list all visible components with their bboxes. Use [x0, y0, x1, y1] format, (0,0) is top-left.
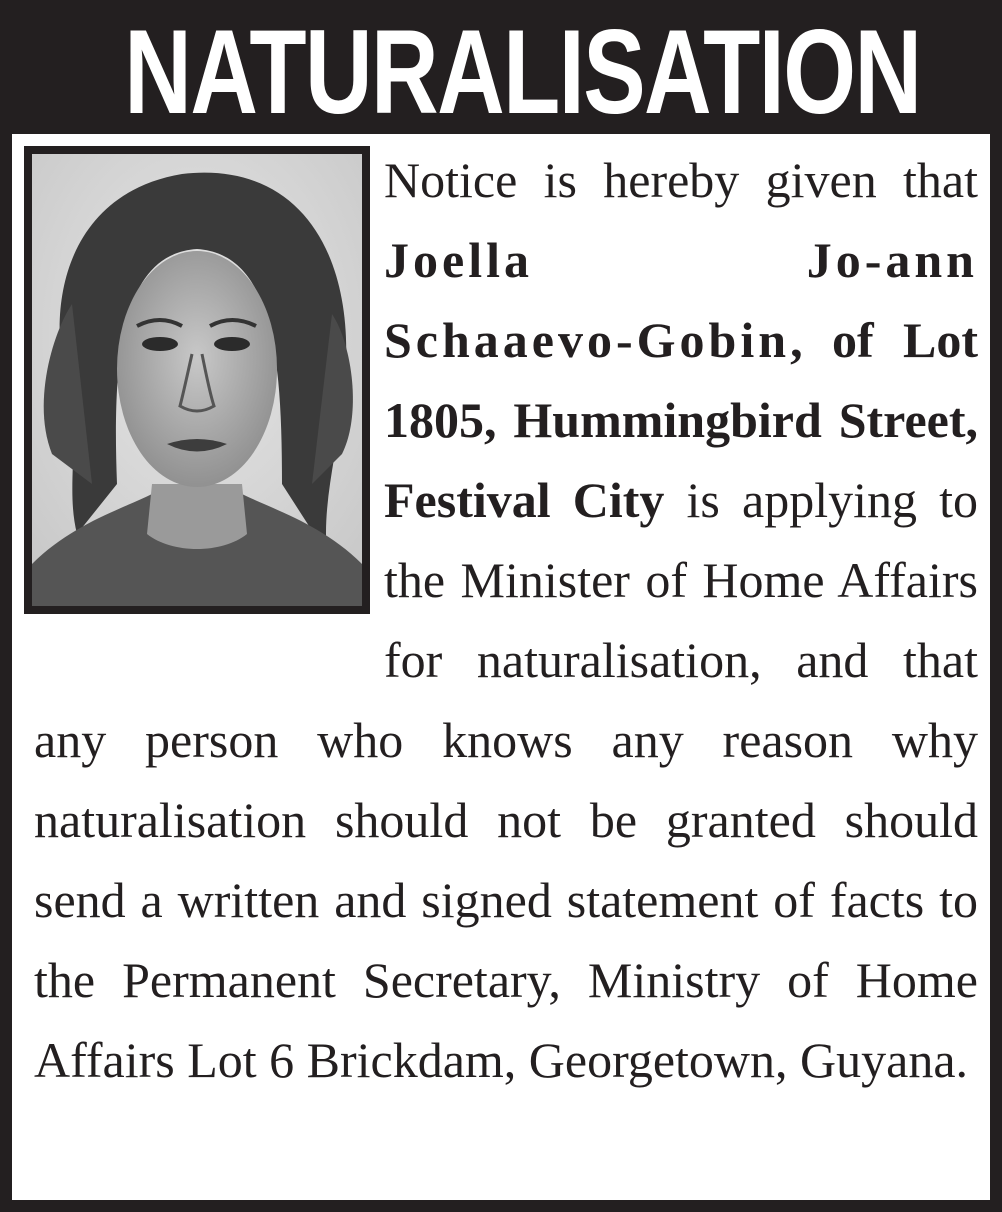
applicant-name: Joella Jo-ann Schaaevo-Gobin — [384, 232, 978, 368]
notice-header — [12, 12, 990, 132]
notice-title: NATURALISATION — [124, 12, 921, 132]
applicant-address: of Lot 1805, Hummingbird Street, Festival City — [384, 312, 978, 528]
applicant-photo — [32, 154, 362, 606]
notice-intro: Notice is hereby given that — [384, 152, 978, 208]
notice-body — [12, 134, 990, 1200]
name-separator: , — [790, 312, 832, 368]
notice-rest: is applying to the Minister of Home Affairs for naturalisation, and that any person who knows any reason why naturalisation should not be granted should send a written and signed statement of facts to the Permanent Secretary, Ministry of Home Affairs Lot 6 Brickdam, Georgetown, Guyana. — [34, 472, 978, 1088]
applicant-photo-frame — [24, 146, 370, 614]
